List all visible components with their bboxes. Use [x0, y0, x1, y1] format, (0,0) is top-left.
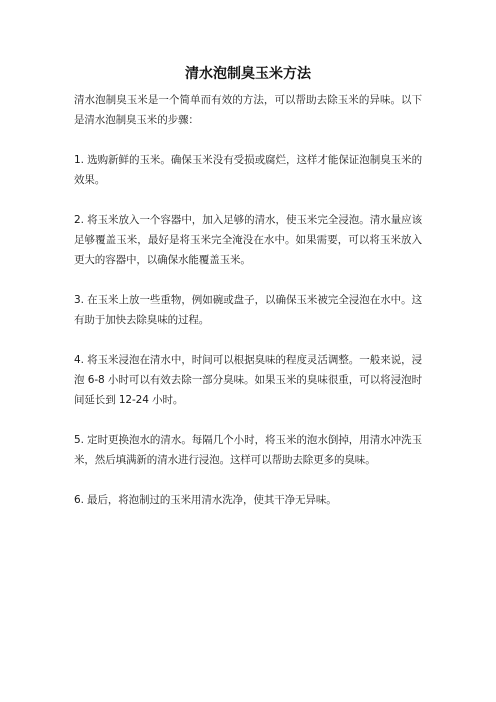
step-1: 1. 选购新鲜的玉米。确保玉米没有受损或腐烂，这样才能保证泡制臭玉米的效果。 [74, 154, 422, 186]
step-2: 2. 将玉米放入一个容器中，加入足够的清水，使玉米完全浸泡。清水量应该足够覆盖玉米，最好是将玉米完全淹没在水中。如果需要，可以将玉米放入更大的容器中，以确保水能覆盖玉米。 [74, 214, 422, 266]
intro-paragraph: 清水泡制臭玉米是一个简单而有效的方法，可以帮助去除玉米的异味。以下是清水泡制臭玉米的步骤： [74, 94, 422, 126]
step-4: 4. 将玉米浸泡在清水中，时间可以根据臭味的程度灵活调整。一般来说，浸泡 6-8 小时可以有效去除一部分臭味。如果玉米的臭味很重，可以将浸泡时间延长到 12-24 小时。 [74, 354, 422, 406]
step-5: 5. 定时更换泡水的清水。每隔几个小时，将玉米的泡水倒掉，用清水冲洗玉米，然后填满新的清水进行浸泡。这样可以帮助去除更多的臭味。 [74, 434, 422, 466]
step-3: 3. 在玉米上放一些重物，例如碗或盘子，以确保玉米被完全浸泡在水中。这有助于加快去除臭味的过程。 [74, 294, 422, 326]
document-title: 清水泡制臭玉米方法 [185, 66, 311, 82]
step-6: 6. 最后，将泡制过的玉米用清水洗净，使其干净无异味。 [74, 494, 337, 506]
